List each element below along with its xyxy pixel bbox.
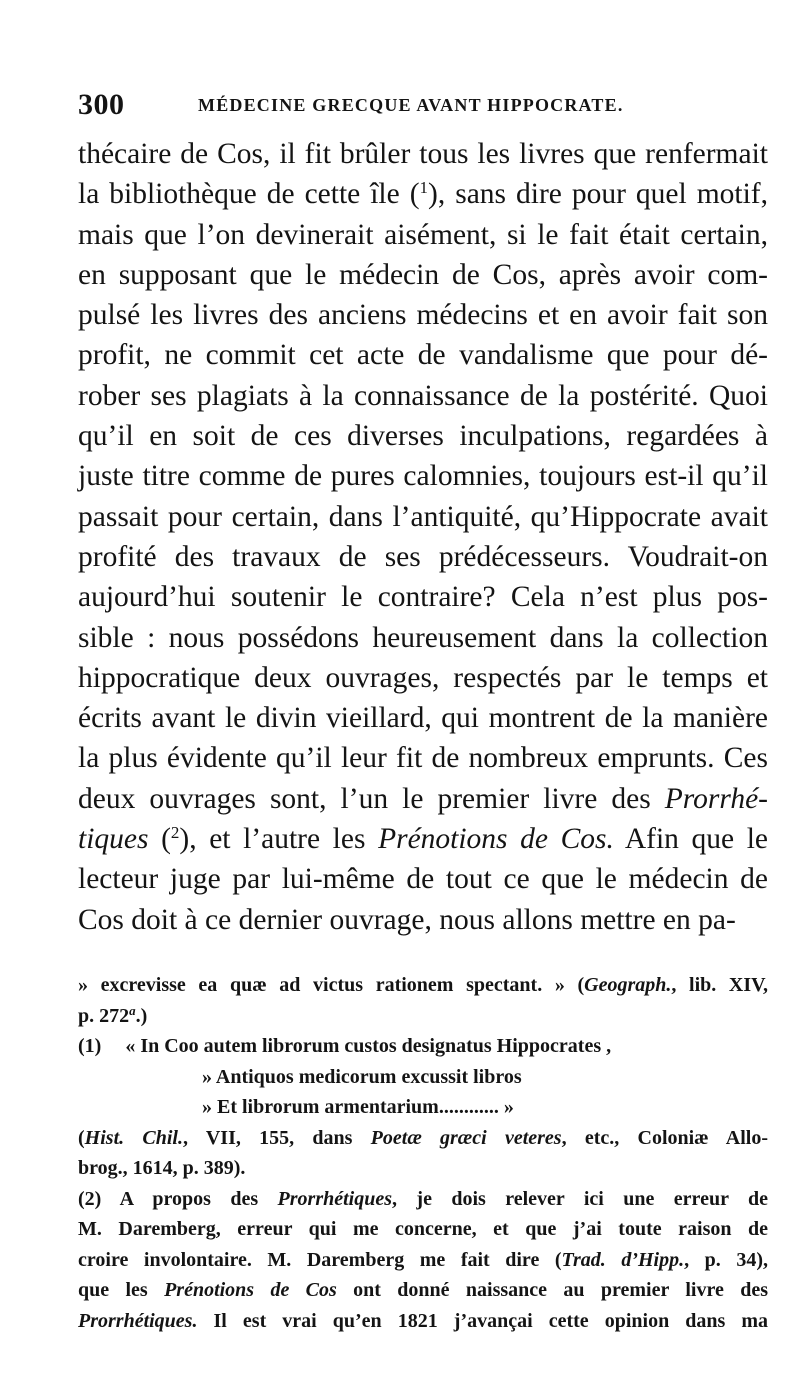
text-line: passait pour certain, dans l’antiquité, qu’Hippocrate avait (78, 500, 768, 533)
text-line: rober ses plagiats à la connaissance de la postérité. Quoi (78, 379, 768, 412)
footnote-line: Prorrhétiques. Il est vrai qu’en 1821 j’avançai cette opinion dans ma (78, 1309, 768, 1332)
footnote-line: » Et librorum armentarium............ » (202, 1096, 514, 1118)
text-line: sible : nous possédons heureusement dans la collection (78, 621, 768, 654)
footnote-line: croire involontaire. M. Daremberg me fait dire (Trad. d’Hipp., p. 34), (78, 1248, 768, 1271)
footnote-line: M. Daremberg, erreur qui me concerne, et que j’ai toute raison de (78, 1218, 768, 1240)
footnote-line: (1) « In Coo autem librorum custos designatus Hippocrates , (78, 1035, 612, 1057)
footnote-marker: (1) (78, 1035, 102, 1057)
footnote-line: p. 272$^a$.) (78, 1002, 148, 1027)
footnote-line: (2) A propos des Prorrhétiques, je dois relever ici une erreur de (78, 1187, 768, 1210)
text-line: tiques ($^2$), et l’autre les Prénotions de Cos. Afin que le (78, 823, 768, 856)
text-line: juste titre comme de pures calomnies, toujours est-il qu’il (78, 460, 768, 493)
text-line: mais que l’on devinerait aisément, si le fait était certain, (78, 218, 768, 251)
footnote-ref: 2 (170, 823, 180, 843)
footnote-line: » Antiquos medicorum excussit libros (202, 1065, 522, 1088)
text-line: qu’il en soit de ces diverses inculpations, regardées à (78, 420, 768, 453)
text-line: écrits avant le divin vieillard, qui montrent de la manière (78, 702, 768, 735)
text-line: lecteur juge par lui-même de tout ce que le médecin de (78, 863, 768, 896)
footnote-line: (Hist. Chil., VII, 155, dans Poetæ græci veteres, etc., Coloniæ Allo- (78, 1126, 768, 1149)
text-line: thécaire de Cos, il fit brûler tous les livres que renfermait (78, 138, 768, 170)
main-text (78, 134, 768, 940)
text-line: aujourd’hui soutenir le contraire? Cela n’est plus pos- (78, 581, 768, 614)
text-line: la bibliothèque de cette île ($^1$), sans dire pour quel motif, (78, 178, 768, 211)
page-header (78, 88, 768, 128)
footnote-line: brog., 1614, p. 389). (78, 1157, 246, 1179)
footnotes (78, 970, 768, 1336)
footnote-line: » excrevisse ea quæ ad victus rationem spectant. » (Geograph., lib. XIV, (78, 974, 769, 996)
running-head: MÉDECINE GRECQUE AVANT HIPPOCRATE. (198, 95, 624, 115)
text-line: deux ouvrages sont, l’un le premier livre des Prorrhé- (78, 782, 768, 815)
text-line: profité des travaux de ses prédécesseurs. Voudrait-on (78, 540, 768, 573)
text-line: pulsé les livres des anciens médecins et en avoir fait son (78, 299, 768, 332)
footnote-line: que les Prénotions de Cos ont donné naissance au premier livre des (78, 1279, 768, 1301)
footnote-ref: 1 (419, 178, 429, 198)
text-line: la plus évidente qu’il leur fit de nombreux emprunts. Ces (78, 742, 768, 775)
text-line: en supposant que le médecin de Cos, après avoir com- (78, 258, 768, 291)
text-line: Cos doit à ce dernier ouvrage, nous allons mettre en pa- (78, 903, 736, 936)
text-line: profit, ne commit cet acte de vandalisme que pour dé- (78, 339, 768, 372)
page-number: 300 (78, 88, 125, 121)
text-line: hippocratique deux ouvrages, respectés par le temps et (78, 661, 768, 694)
